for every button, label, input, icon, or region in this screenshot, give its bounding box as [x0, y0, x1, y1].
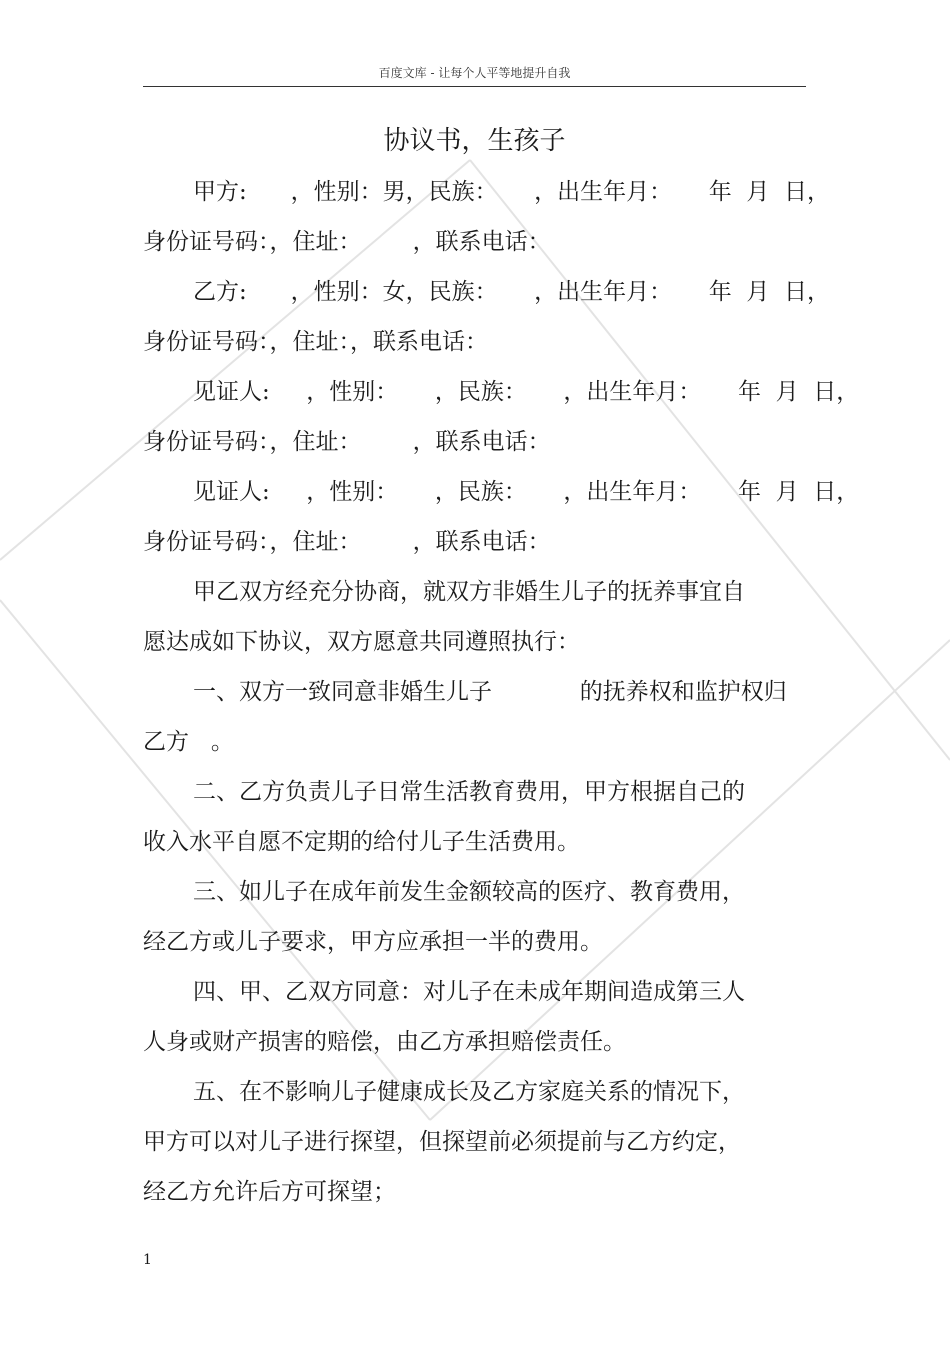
party-b-line: 乙方: ，性别：女，民族： ，出生年月： 年 月 日，	[193, 279, 830, 305]
page-header: 百度文库 - 让每个人平等地提升自我	[378, 66, 571, 80]
party-b-id-line: 身份证号码：，住址：，联系电话：	[143, 329, 488, 355]
clause-5-line-2: 甲方可以对儿子进行探望，但探望前必须提前与乙方约定，	[143, 1129, 741, 1155]
clause-3-line-1: 三、如儿子在成年前发生金额较高的医疗、教育费用，	[193, 879, 745, 905]
party-a-line: 甲方: ，性别：男，民族： ，出生年月： 年 月 日，	[193, 179, 830, 205]
clause-5-line-1: 五、在不影响儿子健康成长及乙方家庭关系的情况下，	[193, 1079, 745, 1105]
document-title: 协议书，生孩子	[383, 126, 566, 156]
clause-1-line-2: 乙方 。	[143, 729, 234, 755]
clause-4-line-1: 四、甲、乙双方同意：对儿子在未成年期间造成第三人	[193, 979, 745, 1005]
preamble-line-1: 甲乙双方经充分协商，就双方非婚生儿子的抚养事宜自	[193, 579, 745, 605]
page-number: 1	[143, 1252, 152, 1268]
clause-2-line-1: 二、乙方负责儿子日常生活教育费用，甲方根据自己的	[193, 779, 745, 805]
clause-5-line-3: 经乙方允许后方可探望；	[143, 1179, 396, 1205]
clause-4-line-2: 人身或财产损害的赔偿，由乙方承担赔偿责任。	[143, 1029, 626, 1055]
header-divider	[143, 86, 806, 87]
witness-2-id-line: 身份证号码：，住址： ，联系电话：	[143, 529, 551, 555]
witness-1-line: 见证人: ，性别： ，民族： ，出生年月： 年 月 日，	[193, 379, 860, 405]
witness-1-id-line: 身份证号码：，住址： ，联系电话：	[143, 429, 551, 455]
clause-2-line-2: 收入水平自愿不定期的给付儿子生活费用。	[143, 829, 580, 855]
clause-3-line-2: 经乙方或儿子要求，甲方应承担一半的费用。	[143, 929, 603, 955]
clause-1-line-1: 一、双方一致同意非婚生儿子 的抚养权和监护权归	[193, 679, 787, 705]
preamble-line-2: 愿达成如下协议，双方愿意共同遵照执行：	[143, 629, 580, 655]
party-a-id-line: 身份证号码：，住址： ，联系电话：	[143, 229, 551, 255]
witness-2-line: 见证人: ，性别： ，民族： ，出生年月： 年 月 日，	[193, 479, 860, 505]
